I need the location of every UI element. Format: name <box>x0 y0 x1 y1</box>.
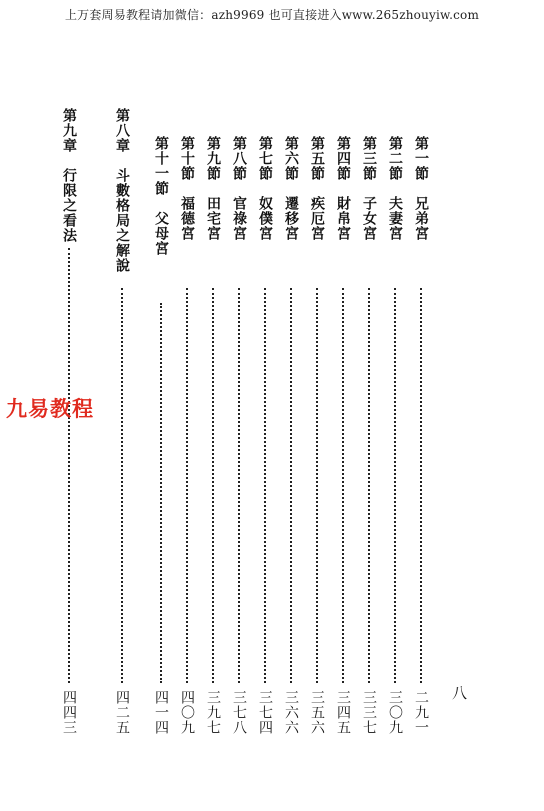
toc-leader <box>342 288 344 683</box>
toc-entry <box>383 108 407 738</box>
toc-entry-page: 三九七 <box>205 690 221 735</box>
toc-entry <box>409 108 433 738</box>
toc-entry-text <box>149 136 173 256</box>
toc-entry-label: 第二節 <box>387 136 403 181</box>
toc-leader <box>160 303 162 683</box>
toc-entry-page: 四二五 <box>114 690 130 735</box>
toc-entry-title: 行限之看法 <box>61 168 77 243</box>
toc-entry <box>175 108 199 738</box>
toc-entry-label: 第四節 <box>335 136 351 181</box>
toc-entry-text <box>253 136 277 241</box>
toc-entry-text <box>110 108 134 273</box>
toc-leader <box>238 288 240 683</box>
toc-entry-title: 遷移宮 <box>283 196 299 241</box>
toc-entry-label: 第九節 <box>205 136 221 181</box>
toc-entry-title: 田宅宮 <box>205 196 221 241</box>
toc-entry-page: 三七八 <box>231 690 247 735</box>
toc-entry-title: 斗數格局之解說 <box>114 168 130 273</box>
toc-leader <box>290 288 292 683</box>
toc-entry-page: 三五六 <box>309 690 325 735</box>
toc-entry <box>357 108 381 738</box>
toc-entry-page: 四一四 <box>153 690 169 735</box>
toc-leader <box>264 288 266 683</box>
page-number: 八 <box>452 684 468 702</box>
toc-entry-text <box>305 136 329 241</box>
toc-entry-page: 四〇九 <box>179 690 195 735</box>
toc-entry-label: 第八節 <box>231 136 247 181</box>
header-banner: 上万套周易教程请加微信：azh9969 也可直接进入www.265zhouyiw.com <box>64 8 480 22</box>
toc-entry-title: 財帛宮 <box>335 196 351 241</box>
toc-entry-text <box>175 136 199 241</box>
toc-entry-page: 三六六 <box>283 690 299 735</box>
toc-entry-page: 三〇九 <box>387 690 403 735</box>
toc-leader <box>121 288 123 683</box>
toc-entry-title: 疾厄宮 <box>309 196 325 241</box>
toc-entry-page: 三四五 <box>335 690 351 735</box>
toc-entry <box>331 108 355 738</box>
toc-entry <box>253 108 277 738</box>
toc-entry <box>279 108 303 738</box>
toc-entry-label: 第六節 <box>283 136 299 181</box>
toc-leader <box>394 288 396 683</box>
toc-entry-label: 第一節 <box>413 136 429 181</box>
toc-leader <box>212 288 214 683</box>
toc-entry-text <box>279 136 303 241</box>
toc-entry-label: 第五節 <box>309 136 325 181</box>
toc-entry-page: 二九一 <box>413 690 429 735</box>
toc-entry-label: 第八章 <box>114 108 130 153</box>
toc-entry-text <box>201 136 225 241</box>
toc-entry-title: 奴僕宮 <box>257 196 273 241</box>
toc-entry-label: 第十節 <box>179 136 195 181</box>
toc-entry-label: 第九章 <box>61 108 77 153</box>
toc-entry-text <box>57 108 81 243</box>
toc-leader <box>420 288 422 683</box>
toc-leader <box>186 288 188 683</box>
toc-leader <box>316 288 318 683</box>
toc-entry-text <box>227 136 251 241</box>
toc-entry-text <box>409 136 433 241</box>
toc-entry <box>227 108 251 738</box>
toc-entry-title: 福德宮 <box>179 196 195 241</box>
toc-entry-label: 第十一節 <box>153 136 169 196</box>
toc-entry <box>110 108 134 738</box>
toc-entry-title: 兄弟宮 <box>413 196 429 241</box>
toc-entry-page: 三三七 <box>361 690 377 735</box>
toc-leader <box>68 248 70 683</box>
toc-entry-page: 四四三 <box>61 690 77 735</box>
toc-entry-text <box>357 136 381 241</box>
toc-entry <box>149 108 173 738</box>
watermark-logo: 九易教程 <box>6 397 94 421</box>
toc-entry-label: 第七節 <box>257 136 273 181</box>
toc-entry-title: 子女宮 <box>361 196 377 241</box>
toc-entry-text <box>383 136 407 241</box>
toc-entry <box>305 108 329 738</box>
toc-entry <box>57 108 81 738</box>
toc-entry-title: 官祿宮 <box>231 196 247 241</box>
toc-entry-text <box>331 136 355 241</box>
toc-entry-page: 三七四 <box>257 690 273 735</box>
toc-entry <box>201 108 225 738</box>
toc-entry-title: 夫妻宮 <box>387 196 403 241</box>
toc-entry-title: 父母宮 <box>153 211 169 256</box>
toc-leader <box>368 288 370 683</box>
toc-entry-label: 第三節 <box>361 136 377 181</box>
